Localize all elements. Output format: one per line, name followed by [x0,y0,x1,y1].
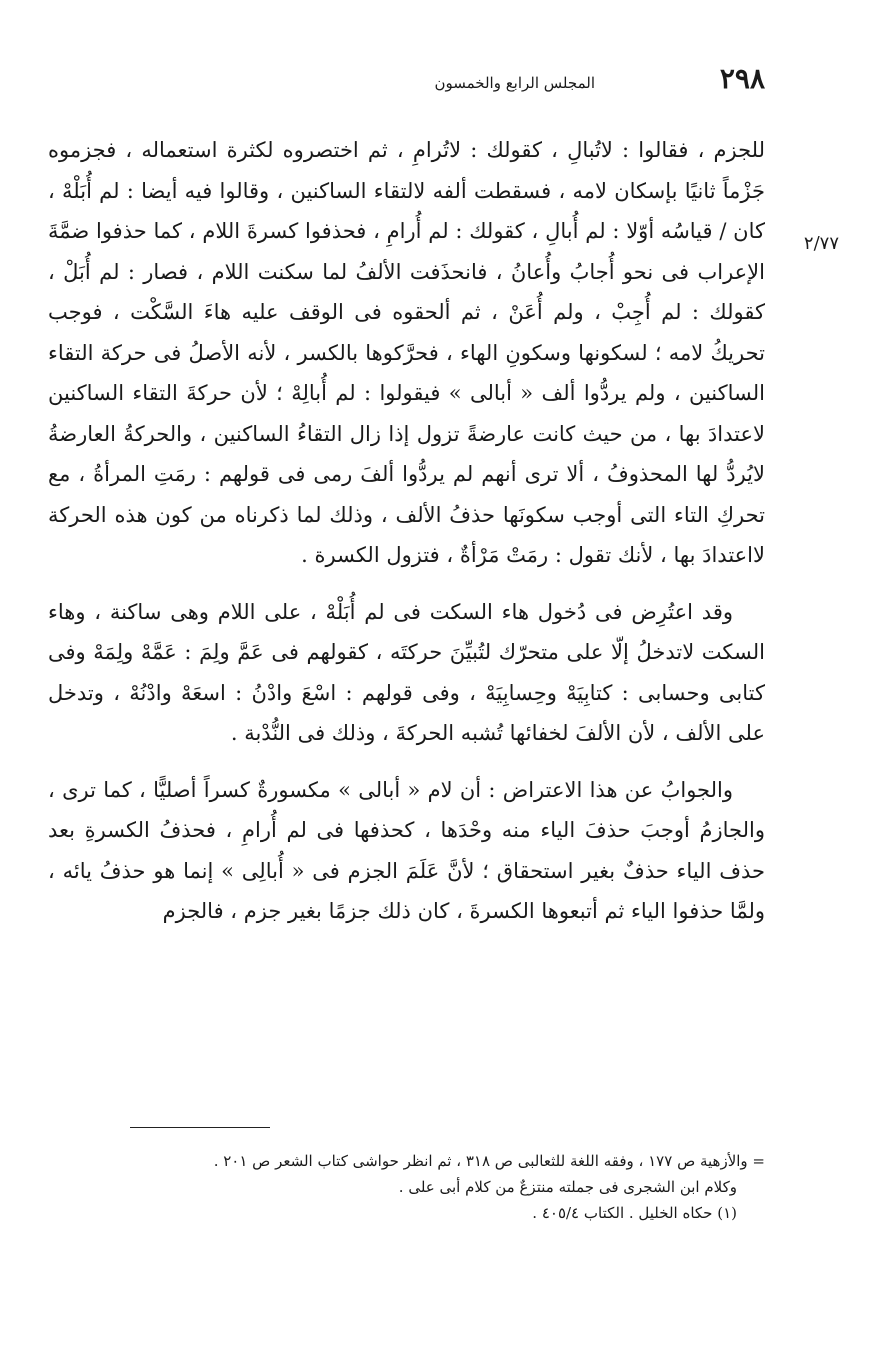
margin-reference: ٢/٧٧ [803,233,839,254]
footnote: = والأزهية ص ١٧٧ ، وفقه اللغة للثعالبى ص ٣١٨ ، ثم انظر حواشى كتاب الشعر ص ٢٠١ . [213,1152,765,1170]
footnote: وكلام ابن الشجرى فى جملته منتزعٌ من كلام أبى على . [398,1178,737,1196]
paragraph: للجزم ، فقالوا : لاتُبالِ ، كقولك : لاتُرامِ ، ثم اختصروه لكثرة استعماله ، فجزموه جَزْماً ثانيًا بإسكان لامه ، فسقطت ألفه لالتقاء الساكنين ، وقالوا فيه أيضا : لم أُبَلْهْ ، كان / قياسُه أوّلا : لم أُبالِ ، كقولك : لم أُرامِ ، فحذفوا كسرةَ اللام ، كما حذفوا ضمَّةَ الإعراب فى نحو أُجابُ وأُعانُ ، فانحذَفت الألفُ لما سكنت اللام ، فصار : لم أُبَلْ ، كقولك : لم أُجِبْ ، ولم أُعَنْ ، ثم ألحقوه فى الوقف عليه هاءَ السَّكْت ، فوجب تحريكُ لامه ؛ لسكونها وسكونِ الهاء ، فحرَّكوها بالكسر ، لأنه الأصلُ فى حركة التقاء الساكنين ، ولم يردُّوا ألف « أبالى » فيقولوا : لم أُبالِهْ ؛ لأن حركةَ التقاء الساكنين لاعتدادَ بها ، من حيث كانت عارضةً تزول إذا زال التقاءُ الساكنين ، والحركةُ العارضةُ لايُردُّ لها المحذوفُ ، ألا ترى أنهم لم يردُّوا ألفَ رمى فى قولهم : رمَتِ المرأةُ ، مع تحركِ التاء التى أوجب سكونَها حذفُ الألف ، وذلك لما ذكرناه من كون هذه الحركة لااعتدادَ بها ، لأنك تقول : رمَتْ مَرْأةٌ ، فتزول الكسرة . [48,138,765,567]
page-header [48,62,765,98]
page-number: ٢٩٨ [719,62,765,95]
paragraph: وقد اعتُرِض فى دُخول هاء السكت فى لم أُبَلْهْ ، على اللام وهى ساكنة ، وهاء السكت لاتدخلُ إلّا على متحرّك لتُبيِّنَ حركتَه ، كقولهم فى عَمَّ ولِمَ : عَمَّهْ ولِمَهْ وفى كتابى وحسابى : كتابِيَهْ وحِسابِيَهْ ، وفى قولهم : اسْعَ وادْنُ : اسعَهْ وادْنُهْ ، وتدخل على الألف ، لأن الألفَ لخفائها تُشبه الحركةَ ، وذلك فى النُّدْبة . [48,599,765,745]
running-head: المجلس الرابع والخمسون [434,74,595,92]
main-text [48,130,765,932]
footnotes [48,1148,765,1226]
footnote: (١) حكاه الخليل . الكتاب ٤٠٥/٤ . [532,1204,737,1222]
paragraph: والجوابُ عن هذا الاعتراض : أن لام « أبالى » مكسورةٌ كسراً أصليًّا ، كما ترى ، والجازمُ أوجبَ حذفَ الياء منه وحْدَها ، كحذفها فى لم أُرامِ ، فحذفُ الكسرةِ بعد حذف الياء حذفٌ بغير استحقاق ؛ لأنَّ عَلَمَ الجزم فى « أُبالِى » إنما هو حذفُ يائه ، ولمَّا حذفوا الياء ثم أتبعوها الكسرةَ ، كان ذلك جزمًا بغير جزم ، فالجزم [48,777,765,923]
footnote-divider [130,1127,270,1128]
